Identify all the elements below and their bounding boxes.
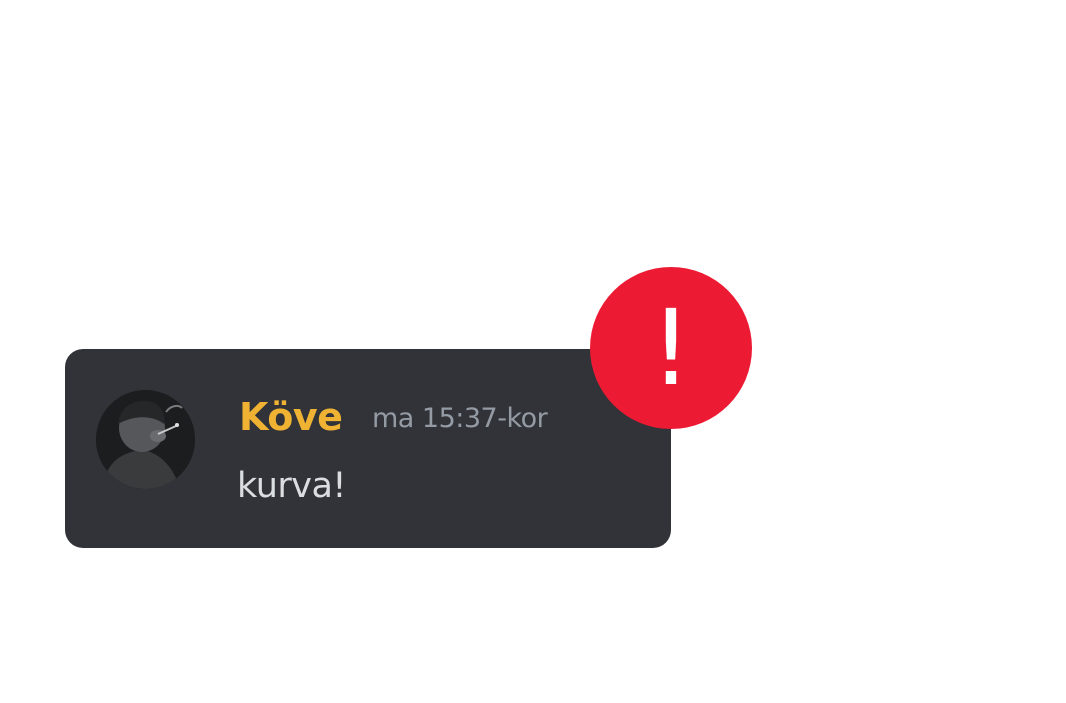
chat-message-card: [65, 349, 671, 548]
headline-text: " Hogyan lépek szintet? ": [310, 157, 955, 214]
alert-badge: [590, 267, 752, 429]
exclamation-icon: !: [650, 287, 692, 409]
avatar-photo-icon: [96, 390, 195, 489]
message-text: kurva!: [237, 466, 346, 506]
user-avatar[interactable]: [96, 390, 195, 489]
message-username[interactable]: Köve: [239, 395, 343, 439]
message-timestamp: ma 15:37-kor: [372, 403, 548, 434]
